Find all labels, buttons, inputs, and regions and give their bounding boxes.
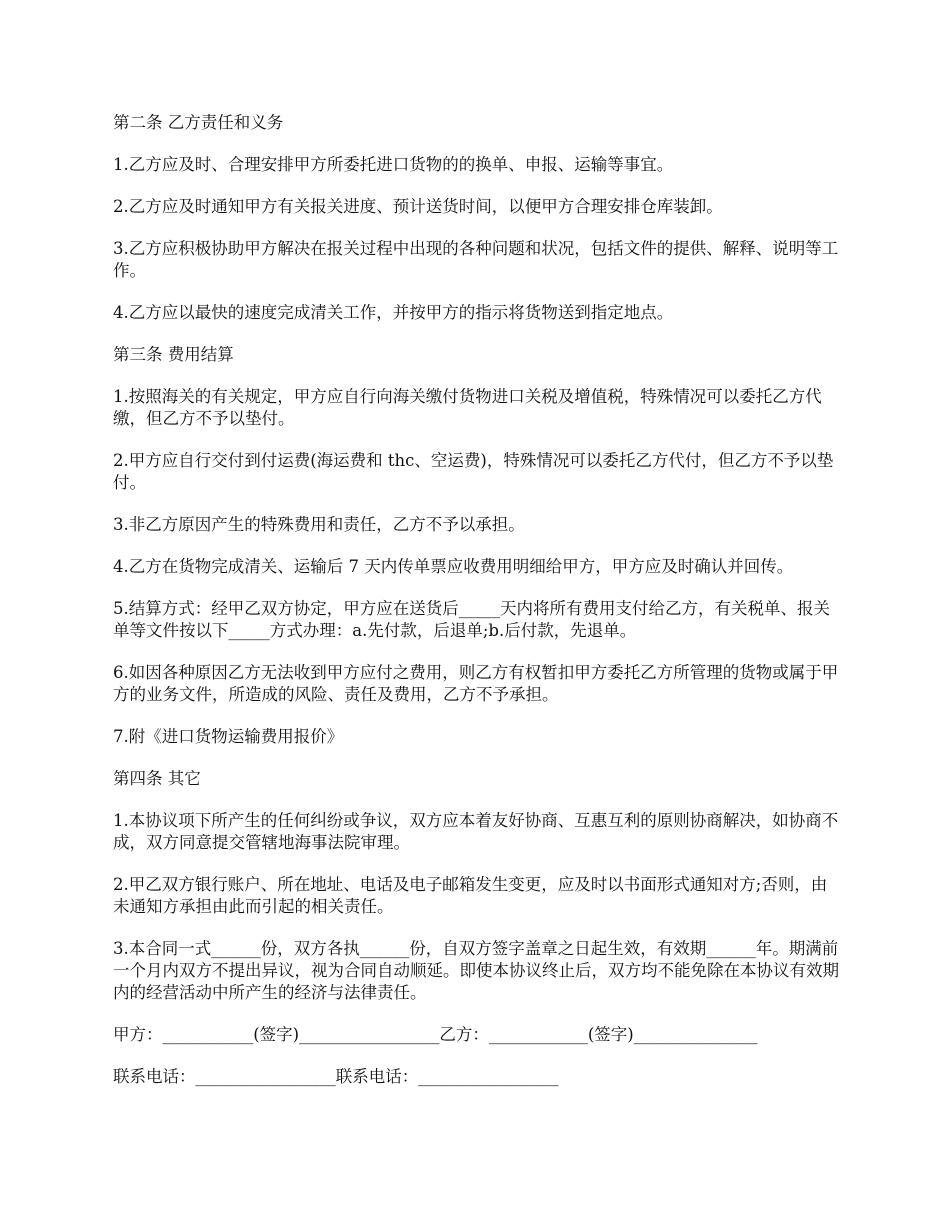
section-3-clause-2: 2.甲方应自行交付到付运费(海运费和 thc、空运费)，特殊情况可以委托乙方代付，但乙方不予以垫付。 bbox=[113, 451, 834, 492]
section-3-clause-3: 3.非乙方原因产生的特殊费用和责任，乙方不予以承担。 bbox=[113, 515, 525, 534]
section-2-clause-2: 2.乙方应及时通知甲方有关报关进度、预计送货时间，以便甲方合理安排仓库装卸。 bbox=[113, 197, 723, 216]
contact-phone-line: 联系电话：_________________联系电话：_________________ bbox=[113, 1067, 559, 1086]
section-2-title: 第二条 乙方责任和义务 bbox=[113, 113, 284, 132]
section-4-title: 第四条 其它 bbox=[113, 769, 201, 788]
section-2-clause-4: 4.乙方应以最快的速度完成清关工作，并按甲方的指示将货物送到指定地点。 bbox=[113, 303, 674, 322]
section-3-clause-4: 4.乙方在货物完成清关、运输后 7 天内传单票应收费用明细给甲方，甲方应及时确认并回传。 bbox=[113, 557, 794, 576]
section-3-clause-6: 6.如因各种原因乙方无法收到甲方应付之费用，则乙方有权暂扣甲方委托乙方所管理的货物或属于甲方的业务文件，所造成的风险、责任及费用，乙方不予承担。 bbox=[113, 663, 839, 704]
section-3-clause-5: 5.结算方式：经甲乙双方协定，甲方应在送货后_____天内将所有费用支付给乙方，有关税单、报关单等文件按以下_____方式办理：a.先付款，后退单;b.后付款，先退单。 bbox=[113, 599, 830, 640]
signature-line: 甲方：___________(签字)_________________乙方：____________(签字)_______________ bbox=[113, 1025, 758, 1044]
section-3-clause-7: 7.附《进口货物运输费用报价》 bbox=[113, 727, 344, 746]
section-4-clause-1: 1.本协议项下所产生的任何纠纷或争议，双方应本着友好协商、互惠互利的原则协商解决，如协商不成，双方同意提交管辖地海事法院审理。 bbox=[113, 811, 839, 852]
section-2-clause-1: 1.乙方应及时、合理安排甲方所委托进口货物的的换单、申报、运输等事宜。 bbox=[113, 155, 674, 174]
section-2-clause-3: 3.乙方应积极协助甲方解决在报关过程中出现的各种问题和状况，包括文件的提供、解释、说明等工作。 bbox=[113, 239, 839, 280]
section-4-clause-2: 2.甲乙双方银行账户、所在地址、电话及电子邮箱发生变更，应及时以书面形式通知对方;否则，由未通知方承担由此而引起的相关责任。 bbox=[113, 875, 828, 916]
document-body bbox=[113, 112, 843, 1108]
section-3-title: 第三条 费用结算 bbox=[113, 345, 234, 364]
section-3-clause-1: 1.按照海关的有关规定，甲方应自行向海关缴付货物进口关税及增值税，特殊情况可以委托乙方代缴，但乙方不予以垫付。 bbox=[113, 387, 822, 428]
section-4-clause-3: 3.本合同一式______份，双方各执______份，自双方签字盖章之日起生效，有效期______年。期满前一个月内双方不提出异议，视为合同自动顺延。即使本协议终止后，双方均不能免除在本协议有效期内的经营活动中所产生的经济与法律责任。 bbox=[113, 939, 839, 1002]
